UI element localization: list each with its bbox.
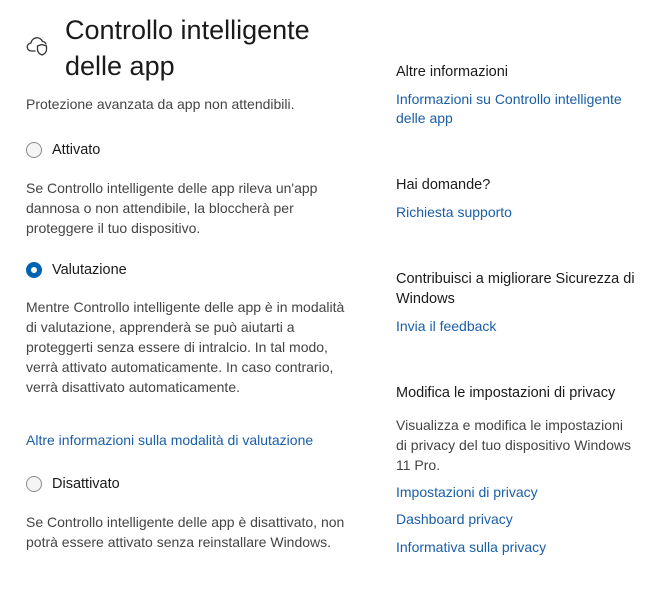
- radio-disattivato[interactable]: [26, 476, 120, 492]
- improve-heading: Contribuisci a migliorare Sicurezza di Windows: [396, 271, 635, 307]
- radio-circle[interactable]: [26, 142, 42, 158]
- evaluation-mode-info-link[interactable]: Altre informazioni sulla modalità di valutazione: [26, 432, 314, 448]
- cloud-shield-icon: [26, 32, 52, 58]
- privacy-description: Visualizza e modifica le impostazioni di privacy del tuo dispositivo Windows 11 Pro.: [396, 417, 631, 473]
- privacy-statement-link[interactable]: Informativa sulla privacy: [396, 539, 547, 555]
- page-title: Controllo intelligente delle app: [65, 15, 310, 81]
- questions-heading: Hai domande?: [396, 177, 491, 193]
- more-info-heading: Altre informazioni: [396, 64, 509, 80]
- page-subtitle: Protezione avanzata da app non attendibili.: [26, 96, 295, 112]
- privacy-settings-link[interactable]: Impostazioni di privacy: [396, 484, 538, 500]
- privacy-dashboard-link[interactable]: Dashboard privacy: [396, 511, 513, 527]
- get-support-link[interactable]: Richiesta supporto: [396, 204, 512, 220]
- radio-attivato[interactable]: [26, 142, 100, 158]
- radio-circle[interactable]: [26, 476, 42, 492]
- option-description: Mentre Controllo intelligente delle app è in modalità di valutazione, apprenderà se può aiutarti a proteggerti senza essere di intralcio. In tal modo, verrà attivato automaticamente. In caso contrario, verrà disattivato automaticamente.: [26, 299, 345, 395]
- send-feedback-link[interactable]: Invia il feedback: [396, 318, 497, 334]
- radio-circle-selected[interactable]: [26, 262, 42, 278]
- option-description: Se Controllo intelligente delle app è disattivato, non potrà essere attivato senza reinstallare Windows.: [26, 514, 345, 550]
- radio-valutazione[interactable]: [26, 262, 127, 278]
- privacy-heading: Modifica le impostazioni di privacy: [396, 385, 616, 401]
- radio-label: Valutazione: [52, 262, 127, 278]
- about-smart-app-control-link[interactable]: Informazioni su Controllo intelligente delle app: [396, 91, 622, 126]
- radio-label: Disattivato: [52, 476, 120, 492]
- option-description: Se Controllo intelligente delle app rileva un'app dannosa o non attendibile, la bloccherà per proteggere il tuo dispositivo.: [26, 180, 318, 236]
- radio-label: Attivato: [52, 142, 101, 158]
